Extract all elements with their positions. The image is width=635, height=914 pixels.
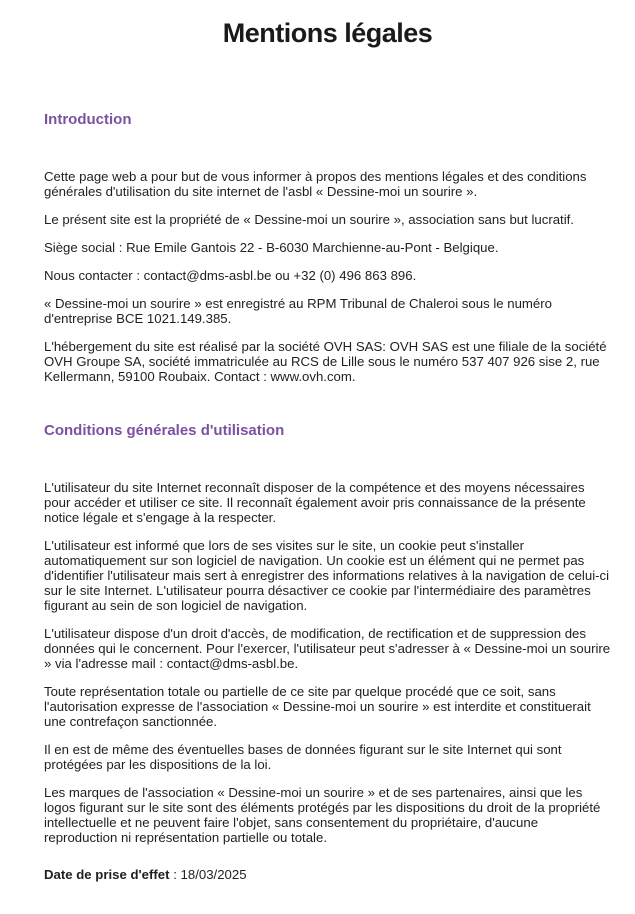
paragraph-databases: Il en est de même des éventuelles bases de données figurant sur le site Internet qui sont protégées par les dispositions de la loi.: [44, 742, 562, 772]
effective-date-label: Date de prise d'effet: [44, 867, 170, 882]
page-title: Mentions légales: [222, 18, 433, 48]
paragraph-reproduction-ban: Toute représentation totale ou partielle de ce site par quelque procédé que ce soit, sans l'autorisation expresse de l'association « Dessine-moi un sourire » est interdite et constituerait une contrefaçon sanctionnée.: [44, 684, 591, 729]
effective-date: [44, 867, 611, 882]
paragraph-registration: « Dessine-moi un sourire » est enregistré au RPM Tribunal de Chaleroi sous le numéro d'entreprise BCE 1021.149.385.: [44, 296, 552, 326]
paragraph-purpose: Cette page web a pour but de vous informer à propos des mentions légales et des conditions générales d'utilisation du site internet de l'asbl « Dessine-moi un sourire ».: [44, 169, 587, 199]
section-heading-conditions: Conditions générales d'utilisation: [44, 422, 285, 439]
paragraph-hosting: L'hébergement du site est réalisé par la société OVH SAS: OVH SAS est une filiale de la société OVH Groupe SA, société immatriculée au RCS de Lille sous le numéro 537 407 926 sise 2, rue Kellermann, 59100 Roubaix. Contact : www.ovh.com.: [44, 339, 607, 384]
paragraph-address: Siège social : Rue Emile Gantois 22 - B-6030 Marchienne-au-Pont - Belgique.: [44, 240, 499, 255]
paragraph-contact: Nous contacter : contact@dms-asbl.be ou +32 (0) 496 863 896.: [44, 268, 417, 283]
effective-date-value: : 18/03/2025: [169, 867, 247, 882]
paragraph-data-rights: L'utilisateur dispose d'un droit d'accès, de modification, de rectification et de suppression des données qui le concernent. Pour l'exercer, l'utilisateur peut s'adresser à « Dessine-moi un sourire » via l'adresse mail : contact@dms-asbl.be.: [44, 626, 611, 671]
paragraph-trademarks: Les marques de l'association « Dessine-moi un sourire » et de ses partenaires, ainsi que les logos figurant sur le site sont des éléments protégés par les dispositions du droit de la propriété intellectuelle et ne peuvent faire l'objet, sans consentement du propriétaire, d'aucune reproduction ni représentation partielle ou totale.: [44, 785, 601, 845]
section-heading-introduction: Introduction: [44, 111, 132, 128]
paragraph-cookies: L'utilisateur est informé que lors de ses visites sur le site, un cookie peut s'installer automatiquement sur son logiciel de navigation. Un cookie est un élément qui ne permet pas d'identifier l'utilisateur mais sert à enregistrer des informations relatives à la navigation de celui-ci sur le site Internet. L'utilisateur pourra désactiver ce cookie par l'intermédiaire des paramètres figurant au sein de son logiciel de navigation.: [44, 538, 610, 613]
section-introduction: [44, 111, 611, 384]
paragraph-ownership: Le présent site est la propriété de « Dessine-moi un sourire », association sans but lucratif.: [44, 212, 574, 227]
section-conditions: [44, 422, 611, 845]
paragraph-user-competence: L'utilisateur du site Internet reconnaît disposer de la compétence et des moyens nécessaires pour accéder et utiliser ce site. Il reconnaît également avoir pris connaissance de la présente notice légale et s'engage à la respecter.: [44, 480, 586, 525]
